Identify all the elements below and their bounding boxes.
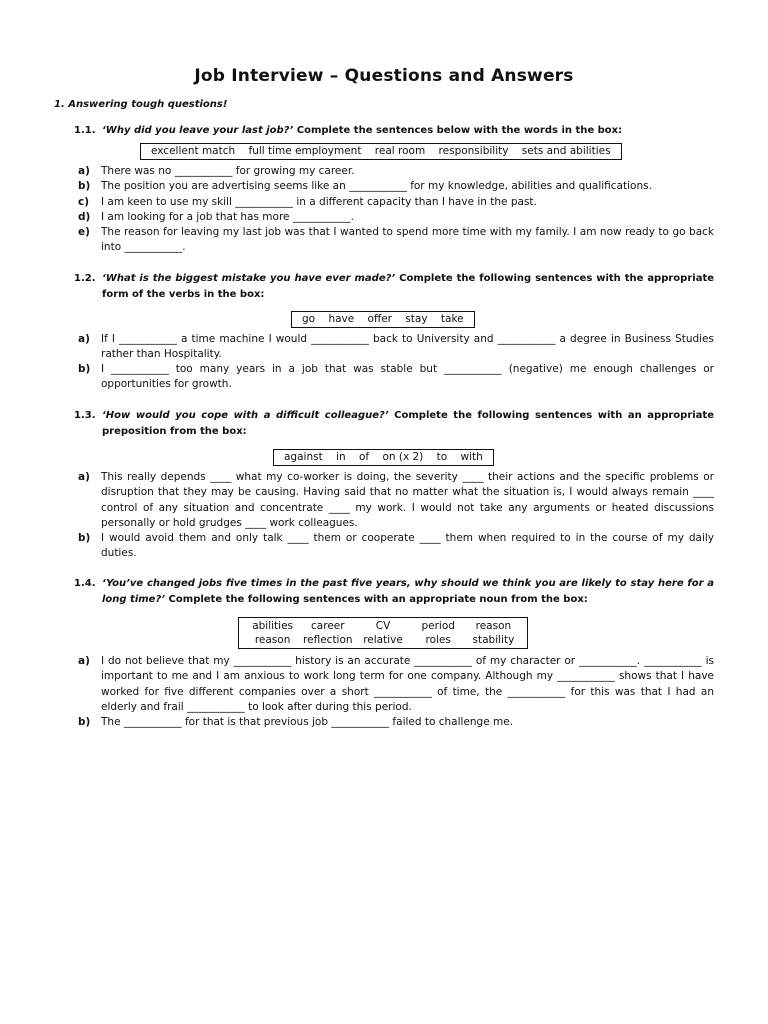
word-box-item: go	[302, 313, 316, 325]
exercise-instruction	[102, 123, 622, 139]
question-label: e)	[78, 226, 90, 238]
question-text: The ___________ for that is that previous job ___________ failed to challenge me.	[101, 716, 514, 728]
word-box-item: relative	[363, 634, 403, 646]
exercise-number: 1.1.	[74, 125, 96, 136]
instruction-text: Complete the sentences below with the words in the box:	[293, 125, 623, 136]
question-text: There was no ___________ for growing my career.	[101, 165, 355, 177]
question-text: The position you are advertising seems like an ___________ for my knowledge, abilities and qualifications.	[101, 180, 652, 192]
word-box-item: reflection	[303, 634, 353, 646]
question-label: b)	[78, 363, 91, 375]
question-label: c)	[78, 196, 90, 208]
question-text: The reason for leaving my last job was that I wanted to spend more time with my family. I am now ready to go back into ___________.	[101, 226, 714, 254]
word-box-item: excellent match	[151, 145, 236, 157]
question-text: I would avoid them and only talk ____ them or cooperate ____ them when required to in the course of my daily duties.	[101, 532, 714, 560]
interview-question: ‘Why did you leave your last job?’	[102, 125, 294, 136]
question-label: a)	[78, 333, 90, 345]
word-box-item: on (x 2)	[382, 451, 424, 463]
question-label: a)	[78, 471, 90, 483]
instruction-text: Complete the following sentences with the appropriate form of the verbs in the box:	[102, 273, 715, 300]
exercise-1-4-heading	[74, 576, 714, 608]
word-box-item: stability	[472, 634, 515, 646]
word-box-1-3	[273, 449, 494, 466]
word-box-1-1	[140, 143, 622, 160]
question-label: b)	[78, 180, 91, 192]
question-label: d)	[78, 211, 91, 223]
word-box-item: reason	[475, 620, 512, 632]
exercise-1-1-heading	[74, 123, 714, 139]
word-box-row	[245, 619, 521, 633]
question-label: a)	[78, 655, 90, 667]
exercise-1-3-heading	[74, 408, 714, 440]
word-box-item: period	[421, 620, 455, 632]
word-box-item: real room	[374, 145, 426, 157]
section-heading: 1. Answering tough questions!	[54, 99, 228, 110]
word-box-1-2	[291, 311, 475, 328]
instruction-text: Complete the following sentences with an appropriate preposition from the box:	[102, 410, 714, 437]
word-box-item: full time employment	[248, 145, 362, 157]
word-box-item: take	[440, 313, 464, 325]
page-title: Job Interview – Questions and Answers	[194, 66, 574, 86]
exercise-number: 1.4.	[74, 578, 96, 589]
interview-question: ‘You’ve changed jobs five times in the past five years, why should we think you are likely to stay here for a long time?’	[102, 578, 714, 605]
interview-question: ‘What is the biggest mistake you have ever made?’	[102, 273, 396, 284]
interview-question: ‘How would you cope with a difficult colleague?’	[102, 410, 389, 421]
word-box-row	[245, 633, 521, 647]
question-text: I ___________ too many years in a job that was stable but ___________ (negative) me enough challenges or opportunities for growth.	[101, 363, 714, 391]
question-label: b)	[78, 532, 91, 544]
question-label: b)	[78, 716, 91, 728]
word-box-item: abilities	[252, 620, 294, 632]
question-text: This really depends ____ what my co-worker is doing, the severity ____ their actions and the specific problems or disruption that they may be causing. Having said that no matter what the situation is, I would always remain ____ control of any situation and concentrate ____ my work. I would not take any arguments or heated discussions personally or hold grudges ____ work colleagues.	[101, 471, 714, 530]
word-box-item: sets and abilities	[521, 145, 611, 157]
question-text: I am looking for a job that has more ___________.	[101, 211, 354, 223]
exercise-instruction	[102, 271, 714, 303]
exercise-instruction	[102, 408, 714, 440]
question-text: I do not believe that my ___________ history is an accurate ___________ of my character or ___________. ___________ is important to me and I am anxious to work long term for one company. Although my ___________ shows that I have worked for five different companies over a short ___________ of time, the ___________ for this was that I had an elderly and frail ___________ to look after during this period.	[101, 655, 714, 714]
word-box-1-4	[238, 617, 528, 649]
exercise-1-2-heading	[74, 271, 714, 303]
word-box-item: roles	[425, 634, 451, 646]
question-text: I am keen to use my skill ___________ in a different capacity than I have in the past.	[101, 196, 537, 208]
word-box-item: against	[284, 451, 323, 463]
word-box-item: offer	[367, 313, 392, 325]
word-box-item: with	[460, 451, 483, 463]
word-box-item: to	[436, 451, 448, 463]
word-box-item: career	[311, 620, 345, 632]
instruction-text: Complete the following sentences with an appropriate noun from the box:	[165, 594, 588, 605]
exercise-number: 1.2.	[74, 273, 96, 284]
word-box-item: stay	[405, 313, 428, 325]
word-box-item: reason	[254, 634, 291, 646]
exercise-number: 1.3.	[74, 410, 96, 421]
exercise-instruction	[102, 576, 714, 608]
word-box-item: have	[328, 313, 355, 325]
word-box-item: of	[358, 451, 370, 463]
question-label: a)	[78, 165, 90, 177]
question-text: If I ___________ a time machine I would ___________ back to University and ___________ a degree in Business Studies rather than Hospitality.	[101, 333, 714, 361]
word-box-item: CV	[375, 620, 391, 632]
word-box-item: responsibility	[438, 145, 509, 157]
word-box-item: in	[336, 451, 346, 463]
